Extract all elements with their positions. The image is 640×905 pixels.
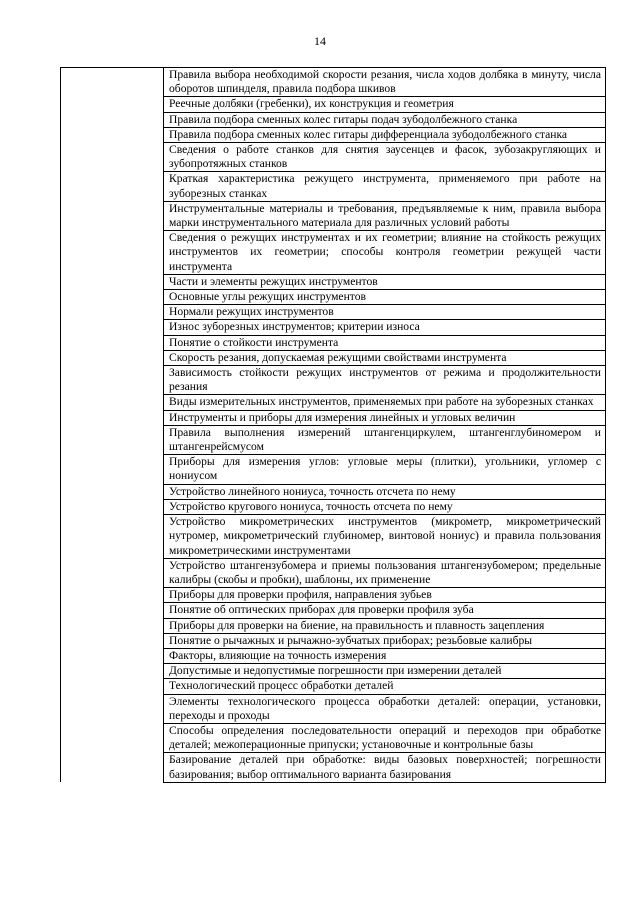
page-number: 14 bbox=[314, 34, 326, 48]
empty-left-cell bbox=[61, 648, 164, 663]
row-text: Основные углы режущих инструментов bbox=[164, 290, 606, 305]
empty-left-cell bbox=[61, 664, 164, 679]
table-row bbox=[61, 664, 606, 679]
table-row bbox=[61, 588, 606, 603]
empty-left-cell bbox=[61, 395, 164, 410]
row-text: Приборы для проверки профиля, направления зубьев bbox=[164, 588, 606, 603]
empty-left-cell bbox=[61, 633, 164, 648]
row-text: Приборы для измерения углов: угловые меры (плитки), угольники, угломер с нониусом bbox=[164, 455, 606, 484]
empty-left-cell bbox=[61, 618, 164, 633]
table-row bbox=[61, 499, 606, 514]
empty-left-cell bbox=[61, 753, 164, 782]
table-row bbox=[61, 335, 606, 350]
row-text: Понятие о рычажных и рычажно-зубчатых приборах; резьбовые калибры bbox=[164, 633, 606, 648]
row-text: Понятие о стойкости инструмента bbox=[164, 335, 606, 350]
table-body bbox=[61, 68, 606, 783]
table-row bbox=[61, 648, 606, 663]
row-text: Устройство штангензубомера и приемы пользования штангензубомером; предельные калибры (скобы и пробки), шаблоны, их применение bbox=[164, 558, 606, 587]
empty-left-cell bbox=[61, 143, 164, 172]
empty-left-cell bbox=[61, 320, 164, 335]
table-row bbox=[61, 366, 606, 395]
row-text: Устройство кругового нониуса, точность отсчета по нему bbox=[164, 499, 606, 514]
empty-left-cell bbox=[61, 425, 164, 454]
empty-left-cell bbox=[61, 588, 164, 603]
empty-left-cell bbox=[61, 231, 164, 275]
table-row bbox=[61, 425, 606, 454]
row-text: Реечные долбяки (гребенки), их конструкция и геометрия bbox=[164, 97, 606, 112]
row-text: Инструменты и приборы для измерения линейных и угловых величин bbox=[164, 410, 606, 425]
table-row bbox=[61, 201, 606, 230]
row-text: Части и элементы режущих инструментов bbox=[164, 274, 606, 289]
empty-left-cell bbox=[61, 679, 164, 694]
empty-left-cell bbox=[61, 558, 164, 587]
row-text: Правила подбора сменных колес гитары подач зубодолбежного станка bbox=[164, 112, 606, 127]
empty-left-cell bbox=[61, 694, 164, 723]
row-text: Факторы, влияющие на точность измерения bbox=[164, 648, 606, 663]
row-text: Способы определения последовательности операций и переходов при обработке деталей; межоперационные припуски; установочные и контрольные базы bbox=[164, 723, 606, 752]
table-row bbox=[61, 484, 606, 499]
row-text: Краткая характеристика режущего инструмента, применяемого при работе на зуборезных станках bbox=[164, 172, 606, 201]
row-text: Инструментальные материалы и требования, предъявляемые к ним, правила выбора марки инструментального материала для различных условий работы bbox=[164, 201, 606, 230]
empty-left-cell bbox=[61, 97, 164, 112]
empty-left-cell bbox=[61, 484, 164, 499]
empty-left-cell bbox=[61, 350, 164, 365]
table-row bbox=[61, 172, 606, 201]
table-row bbox=[61, 455, 606, 484]
table-row bbox=[61, 143, 606, 172]
empty-left-cell bbox=[61, 127, 164, 142]
empty-left-cell bbox=[61, 305, 164, 320]
row-text: Износ зуборезных инструментов; критерии износа bbox=[164, 320, 606, 335]
row-text: Правила выполнения измерений штангенциркулем, штангенглубиномером и штангенрейсмусом bbox=[164, 425, 606, 454]
row-text: Зависимость стойкости режущих инструментов от режима и продолжительности резания bbox=[164, 366, 606, 395]
knowledge-table bbox=[60, 67, 606, 783]
empty-left-cell bbox=[61, 603, 164, 618]
table-row bbox=[61, 290, 606, 305]
table-row bbox=[61, 97, 606, 112]
row-text: Нормали режущих инструментов bbox=[164, 305, 606, 320]
empty-left-cell bbox=[61, 172, 164, 201]
row-text: Виды измерительных инструментов, применяемых при работе на зуборезных станках bbox=[164, 395, 606, 410]
empty-left-cell bbox=[61, 274, 164, 289]
empty-left-cell bbox=[61, 112, 164, 127]
row-text: Допустимые и недопустимые погрешности при измерении деталей bbox=[164, 664, 606, 679]
table-row bbox=[61, 350, 606, 365]
table-row bbox=[61, 127, 606, 142]
row-text: Сведения о режущих инструментах и их геометрии; влияние на стойкость режущих инструментов их геометрии; способы контроля геометрии режущей части инструмента bbox=[164, 231, 606, 275]
table-row bbox=[61, 112, 606, 127]
row-text: Элементы технологического процесса обработки деталей: операции, установки, переходы и проходы bbox=[164, 694, 606, 723]
empty-left-cell bbox=[61, 410, 164, 425]
table-row bbox=[61, 410, 606, 425]
table-row bbox=[61, 723, 606, 752]
table-row bbox=[61, 618, 606, 633]
table-row bbox=[61, 694, 606, 723]
table-row bbox=[61, 68, 606, 97]
empty-left-cell bbox=[61, 515, 164, 559]
row-text: Понятие об оптических приборах для проверки профиля зуба bbox=[164, 603, 606, 618]
row-text: Сведения о работе станков для снятия заусенцев и фасок, зубозакругляющих и зубопротяжных станков bbox=[164, 143, 606, 172]
table-row bbox=[61, 603, 606, 618]
table-row bbox=[61, 320, 606, 335]
row-text: Технологический процесс обработки деталей bbox=[164, 679, 606, 694]
table-row bbox=[61, 679, 606, 694]
row-text: Скорость резания, допускаемая режущими свойствами инструмента bbox=[164, 350, 606, 365]
row-text: Устройство микрометрических инструментов (микрометр, микрометрический нутромер, микрометрический глубиномер, винтовой нониус) и правила пользования микрометрическими инструментами bbox=[164, 515, 606, 559]
table-row bbox=[61, 305, 606, 320]
table-row bbox=[61, 231, 606, 275]
table-row bbox=[61, 558, 606, 587]
table-row bbox=[61, 633, 606, 648]
table-row bbox=[61, 515, 606, 559]
table-row bbox=[61, 753, 606, 782]
row-text: Приборы для проверки на биение, на правильность и плавность зацепления bbox=[164, 618, 606, 633]
empty-left-cell bbox=[61, 455, 164, 484]
empty-left-cell bbox=[61, 201, 164, 230]
empty-left-cell bbox=[61, 68, 164, 97]
table-row bbox=[61, 274, 606, 289]
empty-left-cell bbox=[61, 290, 164, 305]
row-text: Базирование деталей при обработке: виды базовых поверхностей; погрешности базирования; выбор оптимального варианта базирования bbox=[164, 753, 606, 782]
table-row bbox=[61, 395, 606, 410]
empty-left-cell bbox=[61, 366, 164, 395]
empty-left-cell bbox=[61, 335, 164, 350]
row-text: Правила выбора необходимой скорости резания, числа ходов долбяка в минуту, числа оборотов шпинделя, правила подбора шкивов bbox=[164, 68, 606, 97]
row-text: Устройство линейного нониуса, точность отсчета по нему bbox=[164, 484, 606, 499]
row-text: Правила подбора сменных колес гитары дифференциала зубодолбежного станка bbox=[164, 127, 606, 142]
empty-left-cell bbox=[61, 723, 164, 752]
empty-left-cell bbox=[61, 499, 164, 514]
